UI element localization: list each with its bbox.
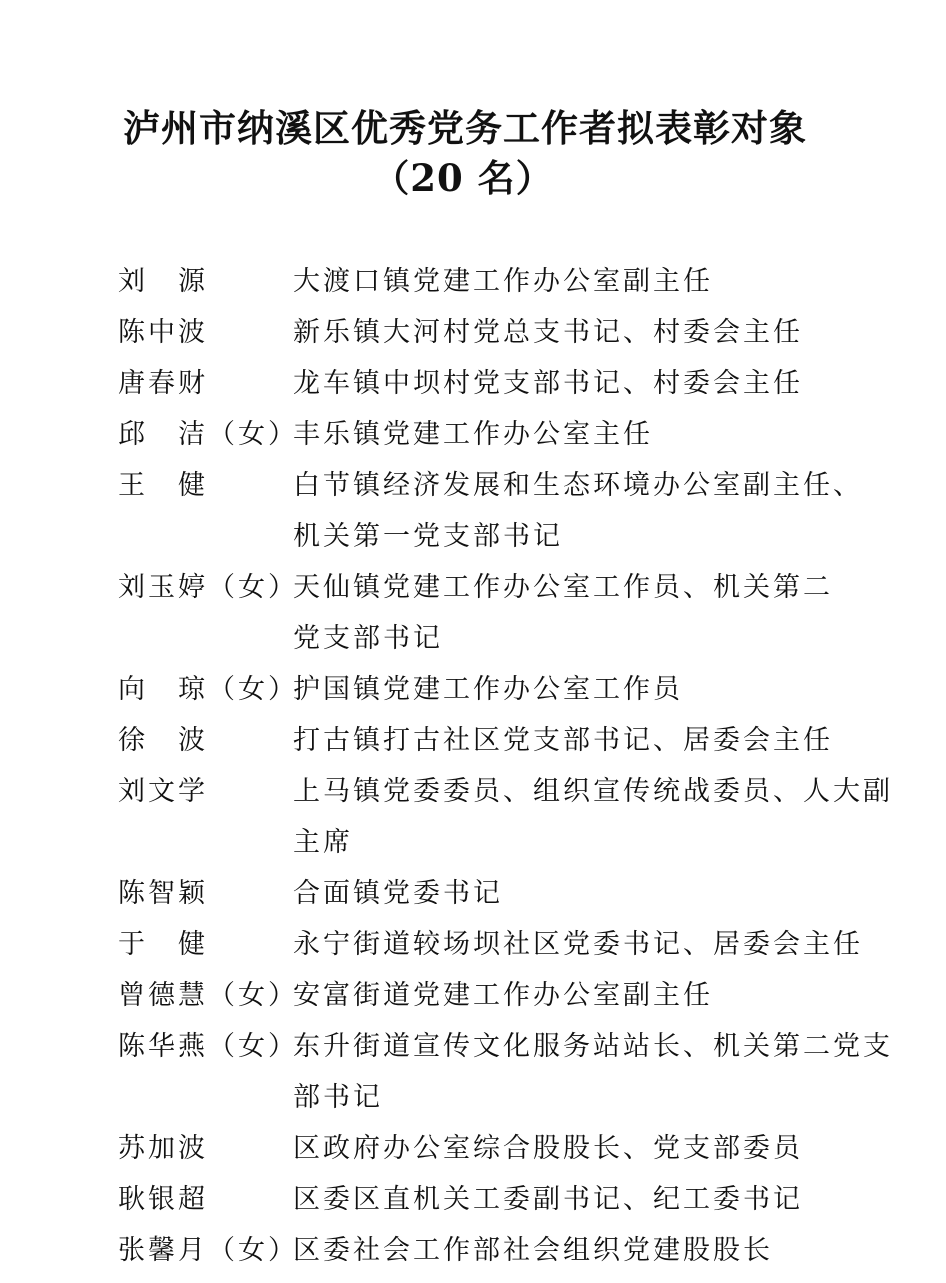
position-line: 丰乐镇党建工作办公室主任: [293, 419, 653, 450]
list-item: [118, 1174, 918, 1225]
position-line: 东升街道宣传文化服务站站长、机关第二党支: [293, 1031, 893, 1062]
honoree-name: 刘文学: [118, 776, 208, 807]
honoree-name: 唐春财: [118, 368, 208, 399]
list-item: [118, 307, 918, 358]
list-item: [118, 1123, 918, 1174]
list-item: [118, 715, 918, 766]
position-line: 上马镇党委委员、组织宣传统战委员、人大副: [293, 776, 893, 807]
honoree-position: [293, 664, 918, 715]
honoree-position: [293, 1174, 918, 1225]
honoree-name: 陈华燕（女）: [118, 1031, 298, 1062]
list-item: [118, 1021, 918, 1123]
honoree-name: 于 健: [118, 929, 208, 960]
list-item: [118, 358, 918, 409]
honoree-position: [293, 868, 918, 919]
document-title: 泸州市纳溪区优秀党务工作者拟表彰对象: [123, 106, 807, 150]
honoree-name: 刘 源: [118, 266, 208, 297]
honoree-position: [293, 1021, 918, 1123]
honoree-position: [293, 970, 918, 1021]
honoree-name: 耿银超: [118, 1184, 208, 1215]
position-line: 主席: [293, 827, 353, 858]
position-line: 护国镇党建工作办公室工作员: [293, 674, 683, 705]
position-line: 党支部书记: [293, 623, 443, 654]
list-item: [118, 562, 918, 664]
position-line: 天仙镇党建工作办公室工作员、机关第二: [293, 572, 833, 603]
list-item: [118, 409, 918, 460]
position-line: 区委社会工作部社会组织党建股股长: [293, 1235, 773, 1266]
honoree-position: [293, 1123, 918, 1174]
honoree-name: 陈智颖: [118, 878, 208, 909]
position-line: 白节镇经济发展和生态环境办公室副主任、: [293, 470, 863, 501]
position-line: 龙车镇中坝村党支部书记、村委会主任: [293, 368, 803, 399]
list-item: [118, 1225, 918, 1276]
position-line: 打古镇打古社区党支部书记、居委会主任: [293, 725, 833, 756]
honoree-position: [293, 358, 918, 409]
honoree-position: [293, 919, 918, 970]
list-item: [118, 256, 918, 307]
honoree-name: 刘玉婷（女）: [118, 572, 298, 603]
list-item: [118, 868, 918, 919]
list-item: [118, 766, 918, 868]
honoree-name: 邱 洁（女）: [118, 419, 298, 450]
list-item: [118, 970, 918, 1021]
honoree-list: [118, 256, 918, 1276]
honoree-position: [293, 409, 918, 460]
honoree-name: 陈中波: [118, 317, 208, 348]
position-line: 新乐镇大河村党总支书记、村委会主任: [293, 317, 803, 348]
position-line: 部书记: [293, 1082, 383, 1113]
list-item: [118, 664, 918, 715]
position-line: 永宁街道较场坝社区党委书记、居委会主任: [293, 929, 863, 960]
honoree-name: 张馨月（女）: [118, 1235, 298, 1266]
honoree-position: [293, 766, 918, 868]
honoree-name: 向 琼（女）: [118, 674, 298, 705]
position-line: 安富街道党建工作办公室副主任: [293, 980, 713, 1011]
honoree-position: [293, 307, 918, 358]
honoree-position: [293, 1225, 918, 1276]
position-line: 机关第一党支部书记: [293, 521, 563, 552]
position-line: 大渡口镇党建工作办公室副主任: [293, 266, 713, 297]
honoree-position: [293, 562, 918, 664]
honoree-position: [293, 460, 918, 562]
honoree-position: [293, 256, 918, 307]
honoree-position: [293, 715, 918, 766]
document-subtitle-count: （20 名）: [372, 156, 554, 200]
honoree-name: 徐 波: [118, 725, 208, 756]
honoree-name: 王 健: [118, 470, 208, 501]
position-line: 区政府办公室综合股股长、党支部委员: [293, 1133, 803, 1164]
list-item: [118, 460, 918, 562]
position-line: 区委区直机关工委副书记、纪工委书记: [293, 1184, 803, 1215]
honoree-name: 苏加波: [118, 1133, 208, 1164]
position-line: 合面镇党委书记: [293, 878, 503, 909]
honoree-name: 曾德慧（女）: [118, 980, 298, 1011]
list-item: [118, 919, 918, 970]
